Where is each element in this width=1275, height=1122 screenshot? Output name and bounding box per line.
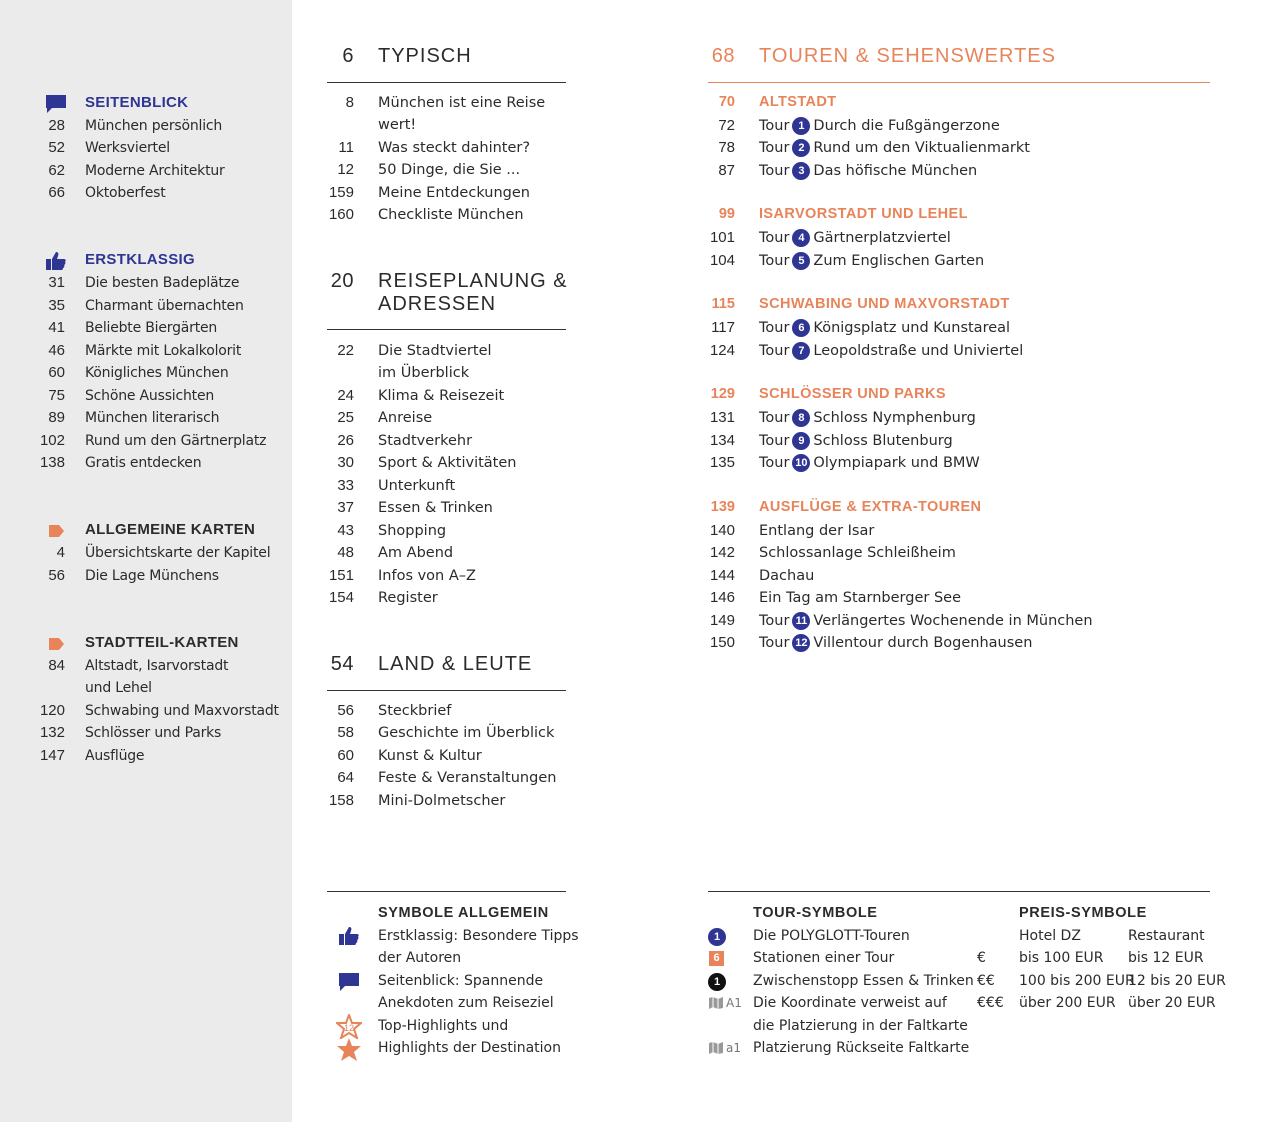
chapter-number: 6 bbox=[342, 45, 354, 67]
folded-map-icon bbox=[708, 1041, 724, 1055]
legend-text: Erstklassig: Besondere Tipps bbox=[378, 928, 579, 944]
station-badge: 6 bbox=[709, 951, 724, 966]
tour-badge: 4 bbox=[792, 229, 810, 247]
price-symbol: €€ bbox=[977, 973, 995, 989]
legend-title-general: SYMBOLE ALLGEMEIN bbox=[378, 905, 549, 921]
stop-badge: 1 bbox=[708, 973, 726, 991]
group-page-number: 70 bbox=[718, 94, 735, 110]
map-tag-icon bbox=[45, 637, 65, 651]
coordinate-label: a1 bbox=[726, 1041, 741, 1055]
legend-text: der Autoren bbox=[378, 950, 462, 966]
numbered-star-icon bbox=[336, 1014, 362, 1039]
price-header-restaurant: Restaurant bbox=[1128, 928, 1205, 944]
coordinate-label: A1 bbox=[726, 996, 742, 1010]
chapter-number: 20 bbox=[330, 270, 354, 292]
divider bbox=[327, 690, 566, 691]
chapter-title-typisch: TYPISCH bbox=[378, 45, 472, 67]
thumbs-up-icon bbox=[45, 251, 67, 271]
tour-badge: 10 bbox=[792, 454, 810, 472]
tour-badge: 6 bbox=[792, 319, 810, 337]
group-title-isarvorstadt: ISARVORSTADT UND LEHEL bbox=[759, 206, 968, 222]
price-hotel: 100 bis 200 EUR bbox=[1019, 973, 1135, 989]
tour-badge: 8 bbox=[792, 409, 810, 427]
group-page-number: 115 bbox=[711, 296, 735, 312]
legend-text: Highlights der Destination bbox=[378, 1040, 561, 1056]
group-title-schwabing: SCHWABING UND MAXVORSTADT bbox=[759, 296, 1010, 312]
tour-badge: 11 bbox=[792, 612, 810, 630]
speech-bubble-icon bbox=[338, 972, 360, 992]
legend-text: Die Koordinate verweist auf bbox=[753, 995, 947, 1011]
divider bbox=[327, 891, 566, 892]
legend-text: Seitenblick: Spannende bbox=[378, 973, 544, 989]
legend-text: die Platzierung in der Faltkarte bbox=[753, 1018, 968, 1034]
price-header-hotel: Hotel DZ bbox=[1019, 928, 1081, 944]
tour-badge: 9 bbox=[792, 432, 810, 450]
map-tag-icon bbox=[45, 524, 65, 538]
thumbs-up-icon bbox=[338, 926, 360, 946]
chapter-title-land-leute: LAND & LEUTE bbox=[378, 653, 533, 675]
divider bbox=[327, 329, 566, 330]
section-title-erstklassig: ERSTKLASSIG bbox=[85, 251, 195, 268]
price-restaurant: 12 bis 20 EUR bbox=[1128, 973, 1226, 989]
legend-text: Anekdoten zum Reiseziel bbox=[378, 995, 554, 1011]
divider bbox=[708, 82, 1210, 83]
legend-title-tour: TOUR-SYMBOLE bbox=[753, 905, 878, 921]
legend-text: Stationen einer Tour bbox=[753, 950, 895, 966]
section-title-allgemeine-karten: ALLGEMEINE KARTEN bbox=[85, 521, 256, 538]
group-page-number: 129 bbox=[710, 386, 735, 402]
legend-text: Zwischenstopp Essen & Trinken bbox=[753, 973, 974, 989]
group-title-altstadt: ALTSTADT bbox=[759, 94, 837, 110]
legend-text: Top-Highlights und bbox=[378, 1018, 509, 1034]
chapter-number: 54 bbox=[330, 653, 354, 675]
tour-badge: 1 bbox=[708, 928, 726, 946]
legend-text: Platzierung Rückseite Faltkarte bbox=[753, 1040, 970, 1056]
group-title-schloesser: SCHLÖSSER UND PARKS bbox=[759, 386, 946, 402]
section-title-stadtteil-karten: STADTTEIL-KARTEN bbox=[85, 634, 239, 651]
tour-badge: 7 bbox=[792, 342, 810, 360]
price-hotel: bis 100 EUR bbox=[1019, 950, 1104, 966]
folded-map-icon bbox=[708, 996, 724, 1010]
tour-badge: 5 bbox=[792, 252, 810, 270]
tour-badge: 1 bbox=[792, 117, 810, 135]
tour-badge: 12 bbox=[792, 634, 810, 652]
divider bbox=[327, 82, 566, 83]
chapter-title-reiseplanung: REISEPLANUNG & bbox=[378, 270, 568, 292]
group-title-ausfluege: AUSFLÜGE & EXTRA-TOUREN bbox=[759, 499, 982, 515]
chapter-title-continuation: ADRESSEN bbox=[378, 293, 497, 315]
group-page-number: 99 bbox=[718, 206, 735, 222]
price-symbol: € bbox=[977, 950, 986, 966]
price-hotel: über 200 EUR bbox=[1019, 995, 1116, 1011]
legend-text: Die POLYGLOTT-Touren bbox=[753, 928, 910, 944]
speech-bubble-icon bbox=[45, 94, 67, 114]
divider bbox=[708, 891, 1210, 892]
price-restaurant: über 20 EUR bbox=[1128, 995, 1216, 1011]
legend-title-price: PREIS-SYMBOLE bbox=[1019, 905, 1147, 921]
star-icon bbox=[336, 1037, 362, 1062]
chapter-title-touren: TOUREN & SEHENSWERTES bbox=[759, 45, 1056, 67]
price-restaurant: bis 12 EUR bbox=[1128, 950, 1204, 966]
group-page-number: 139 bbox=[710, 499, 735, 515]
star-badge-number: 12 bbox=[343, 1023, 355, 1033]
tour-badge: 3 bbox=[792, 162, 810, 180]
chapter-number: 68 bbox=[711, 45, 735, 67]
tour-badge: 2 bbox=[792, 139, 810, 157]
price-symbol: €€€ bbox=[977, 995, 1004, 1011]
section-title-seitenblick: SEITENBLICK bbox=[85, 94, 189, 111]
